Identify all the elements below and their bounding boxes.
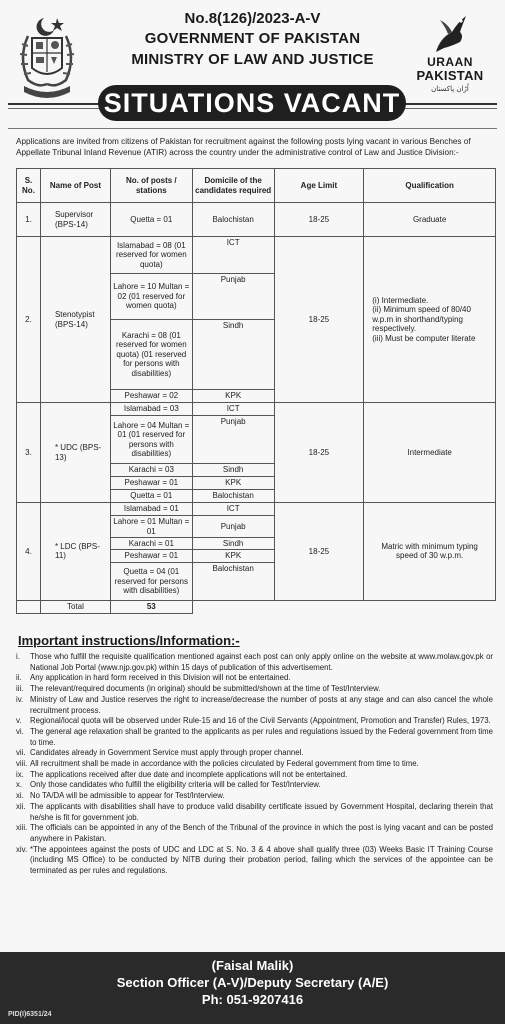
instruction-number: ix. (16, 769, 24, 779)
instruction-text: *The appointees against the posts of UDC and LDC at S. No. 3 & 4 above shall qualify three (03) Weeks Basic IT Training Course (including MS Office) to be conducted by NITB during their probation period, failing which the services of the appointee can be terminated as per rules and regulations. (30, 844, 493, 876)
instruction-text: Ministry of Law and Justice reserves the right to increase/decrease the number of posts at any stage and can also cancel the whole recruitment process. (30, 694, 493, 715)
instruction-number: ii. (16, 673, 22, 683)
table-total-row (17, 600, 496, 613)
header-post-name: Name of Post (40, 169, 110, 203)
instruction-number: vi. (16, 726, 24, 736)
cell-posts: Islamabad = 03 (110, 403, 192, 416)
cell-age: 18-25 (274, 403, 364, 503)
cell-domicile: Punjab (192, 516, 274, 538)
header-sno: S. No. (17, 169, 41, 203)
cell-posts: Lahore = 01 Multan = 01 (110, 516, 192, 538)
instruction-number: xi. (16, 791, 24, 801)
instruction-number: viii. (16, 759, 28, 769)
footer (0, 952, 505, 1024)
instruction-item (16, 780, 493, 791)
uraan-pakistan-logo (407, 12, 493, 112)
cell-posts: Karachi = 03 (110, 464, 192, 477)
cell-total-value: 53 (110, 600, 192, 613)
officer-designation: Section Officer (A-V)/Deputy Secretary (A/E) (116, 975, 389, 990)
table-row (17, 203, 496, 237)
instruction-number: xiv. (16, 844, 28, 854)
instruction-item (16, 823, 493, 844)
cell-domicile: KPK (192, 477, 274, 490)
instruction-number: xii. (16, 801, 26, 811)
table-row (17, 403, 496, 416)
table-row (17, 503, 496, 516)
reference-number: No.8(126)/2023-A-V (184, 10, 321, 27)
cell-posts: Karachi = 01 (110, 538, 192, 550)
header-separator (8, 128, 497, 129)
instruction-item (16, 759, 493, 770)
table-header-row (17, 169, 496, 203)
cell-domicile: ICT (192, 503, 274, 516)
cell-age: 18-25 (274, 203, 364, 237)
instruction-item (16, 727, 493, 748)
cell-posts: Quetta = 01 (110, 203, 192, 237)
cell-age: 18-25 (274, 237, 364, 403)
instruction-text: The relevant/required documents (in original) should be submitted/shown at the time of Test/Interview. (30, 684, 381, 694)
header-domicile: Domicile of the candidates required (192, 169, 274, 203)
cell-posts: Peshawar = 01 (110, 550, 192, 562)
cell-posts: Peshawar = 01 (110, 477, 192, 490)
cell-domicile: Punjab (192, 416, 274, 464)
instruction-number: vii. (16, 748, 26, 758)
cell-total-label: Total (40, 600, 110, 613)
instruction-text: The general age relaxation shall be granted to the applicants as per rules and regulations issued by the Federal government from time to time. (30, 726, 493, 747)
instruction-text: Any application in hard form received in this Division will not be entertained. (30, 673, 291, 683)
instruction-text: Candidates already in Government Service must apply through proper channel. (30, 748, 304, 758)
header-qualification: Qualification (364, 169, 496, 203)
cell-empty (17, 600, 41, 613)
cell-qualification: Matric with minimum typing speed of 30 w.p.m. (364, 503, 496, 601)
cell-posts: Peshawar = 02 (110, 390, 192, 403)
cell-domicile: Balochistan (192, 203, 274, 237)
situations-vacant-banner: SITUATIONS VACANT (98, 85, 406, 121)
cell-posts: Islamabad = 08 (01 reserved for women quota) (110, 237, 192, 274)
cell-domicile: Balochistan (192, 490, 274, 503)
instruction-text: No TA/DA will be admissible to appear for Test/Interview. (30, 791, 225, 801)
cell-posts: Quetta = 01 (110, 490, 192, 503)
header-age-limit: Age Limit (274, 169, 364, 203)
table-row (17, 237, 496, 274)
instruction-number: x. (16, 780, 23, 790)
header (0, 0, 505, 126)
cell-post: * LDC (BPS-11) (40, 503, 110, 601)
instruction-item (16, 673, 493, 684)
government-title: GOVERNMENT OF PAKISTAN (144, 30, 361, 47)
officer-name: (Faisal Malik) (211, 958, 294, 973)
instruction-text: Regional/local quota will be observed under Rule-15 and 16 of the Civil Servants (Appointment, Promotion and Transfer) Rules, 1973. (30, 716, 491, 726)
instruction-number: iii. (16, 684, 24, 694)
instruction-number: v. (16, 716, 22, 726)
cell-domicile: Sindh (192, 320, 274, 390)
cell-domicile: KPK (192, 550, 274, 562)
officer-phone: Ph: 051-9207416 (201, 992, 304, 1007)
instruction-item (16, 791, 493, 802)
cell-posts: Lahore = 10 Multan = 02 (01 reserved for women quota) (110, 274, 192, 320)
uraan-urdu-text: اُڑان پاکستان (431, 85, 469, 93)
instruction-number: i. (16, 652, 20, 661)
instruction-item (16, 802, 493, 823)
instruction-number: xiii. (16, 823, 28, 833)
instruction-text: The officials can be appointed in any of the Bench of the Tribunal of the province in which the post is lying vacant and can be posted anywhere in Pakistan. (30, 823, 493, 843)
cell-qualification: Intermediate (364, 403, 496, 503)
vacancy-table (16, 168, 496, 614)
cell-sno: 3. (17, 403, 41, 503)
pid-number: PID(I)6351/24 (8, 1011, 52, 1018)
pakistan-text: PAKISTAN (416, 68, 484, 83)
cell-domicile: Sindh (192, 538, 274, 550)
cell-domicile: KPK (192, 390, 274, 403)
cell-post: Stenotypist (BPS-14) (40, 237, 110, 403)
cell-domicile: Sindh (192, 464, 274, 477)
cell-sno: 4. (17, 503, 41, 601)
cell-posts: Islamabad = 01 (110, 503, 192, 516)
instruction-item (16, 684, 493, 695)
cell-sno: 1. (17, 203, 41, 237)
cell-domicile: ICT (192, 403, 274, 416)
cell-posts: Quetta = 04 (01 reserved for persons with disabilities) (110, 562, 192, 600)
cell-post: Supervisor (BPS-14) (40, 203, 110, 237)
instruction-item (16, 748, 493, 759)
cell-sno: 2. (17, 237, 41, 403)
uraan-text: URAAN (427, 55, 473, 69)
cell-domicile: Punjab (192, 274, 274, 320)
cell-post: * UDC (BPS-13) (40, 403, 110, 503)
instruction-item (16, 716, 493, 727)
instruction-number: iv. (16, 694, 24, 704)
cell-qualification: (i) Intermediate. (ii) Minimum speed of 80/40 w.p.m in shorthand/typing respectively. (iii) Must be computer literate (364, 237, 496, 403)
instruction-text: All recruitment shall be made in accordance with the policies circulated by Federal government from time to time. (30, 759, 419, 769)
instruction-text: The applicants with disabilities shall have to produce valid disability certificate issued by Government Hospital, declaring therein that he/she is fit for government job. (30, 801, 493, 822)
instruction-text: The applications received after due date and incomplete applications will not be entertained. (30, 769, 348, 779)
cell-posts: Lahore = 04 Multan = 01 (01 reserved for persons with disabilities) (110, 416, 192, 464)
uraan-pakistan-logo-icon (430, 12, 470, 56)
instruction-item (16, 695, 493, 716)
instruction-item (16, 652, 493, 673)
instruction-text: Those who fulfill the requisite qualification mentioned against each post can only apply online on the website at www.molaw.gov.pk or National Job Portal (www.njp.gov.pk) within 15 days of publication of this advertisement. (30, 652, 493, 672)
cell-domicile: ICT (192, 237, 274, 274)
cell-posts: Karachi = 08 (01 reserved for women quota) (01 reserved for persons with disabilities) (110, 320, 192, 390)
cell-blank (192, 600, 495, 613)
instructions-list (16, 652, 493, 877)
header-posts-stations: No. of posts / stations (110, 169, 192, 203)
instruction-item (16, 845, 493, 877)
cell-qualification: Graduate (364, 203, 496, 237)
instruction-text: Only those candidates who fulfill the eligibility criteria will be called for Test/Interview. (30, 780, 321, 790)
instruction-item (16, 770, 493, 781)
instructions-title: Important instructions/Information:- (18, 633, 240, 648)
intro-paragraph: Applications are invited from citizens of Pakistan for recruitment against the following posts lying vacant in various Benches of Appellate Tribunal Inland Revenue (ATIR) across the country under the administrative control of Law and Justice Division:- (16, 137, 471, 157)
ministry-title: MINISTRY OF LAW AND JUSTICE (131, 51, 374, 68)
cell-domicile: Balochistan (192, 562, 274, 600)
cell-age: 18-25 (274, 503, 364, 601)
